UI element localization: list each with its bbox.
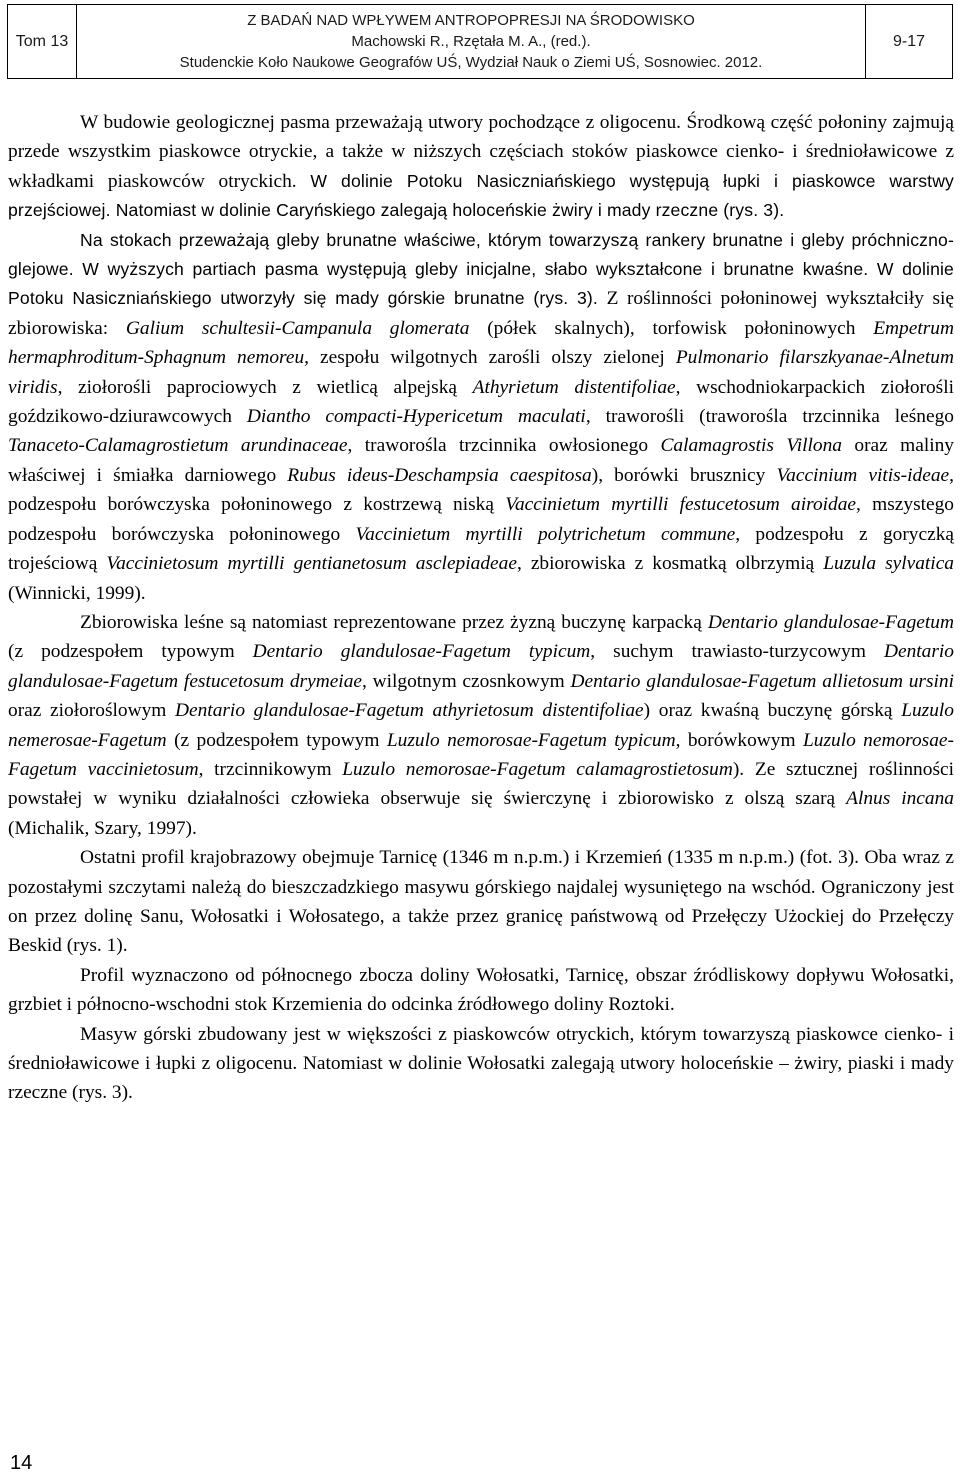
species-name: Tanaceto-Calamagrostietum arundinaceae	[8, 435, 348, 457]
species-name: Diantho compacti-Hypericetum maculati	[246, 406, 586, 428]
species-name: Empetrum hermaphroditum-Sphagnum nemoreu,	[8, 317, 954, 369]
text-run: Z roślinności połoninowej wykształciły się zbiorowiska:	[8, 288, 955, 339]
species-name: Vaccinietum myrtilli polytrichetum commune	[355, 523, 736, 545]
text-run: , traworośli (traworośla trzcinnika leśnego	[585, 406, 954, 428]
text-run: , suchym trawiasto-turzycowym	[590, 641, 884, 663]
text-run: (z podzespołem typowym	[8, 641, 253, 663]
text-run: , traworośla trzcinnika owłosionego	[347, 435, 661, 457]
text-run: Zbiorowiska leśne są natomiast reprezentowane przez żyzną buczynę karpacką	[80, 611, 708, 633]
species-name: Luzulo nemorosae-Fagetum vaccinietosum	[8, 729, 954, 780]
series-title: Z BADAŃ NAD WPŁYWEM ANTROPOPRESJI NA ŚRODOWISKO	[247, 12, 695, 29]
species-name: Luzula sylvatica	[823, 553, 955, 575]
publisher: Studenckie Koło Naukowe Geografów UŚ, Wydział Nauk o Ziemi UŚ, Sosnowiec. 2012.	[179, 54, 763, 71]
species-name: Vaccinietosum myrtilli gentianetosum asclepiadeae	[106, 553, 517, 575]
text-run: W dolinie Potoku Nasiczniańskiego występują łupki i piaskowce warstwy przejściowej. Natomiast w dolinie Caryńskiego zalegają holoceńskie żwiry i mady rzeczne (rys. 3).	[8, 170, 955, 221]
text-run: oraz maliny właściwej i śmiałka darniowego	[8, 435, 955, 486]
text-run: , podzespołu borówczyska połoninowego z kostrzewą niską	[8, 464, 954, 516]
species-name: Dentario glandulosae-Fagetum festucetosum drymeiae	[8, 641, 954, 692]
species-name: Pulmonario filarszkyanae-Alnetum viridis	[8, 347, 954, 398]
text-run: , wschodniokarpackich ziołorośli goździkowo-dziurawcowych	[8, 376, 954, 428]
species-name: Alnus incana	[846, 788, 954, 810]
text-run: , mszystego podzespołu borówczyska połoninowego	[8, 494, 954, 545]
species-name: Dentario glandulosae-Fagetum allietosum ursini	[570, 670, 954, 692]
paragraph-profile-route: Profil wyznaczono od północnego zbocza doliny Wołosatki, Tarnicę, obszar źródliskowy dopływu Wołosatki, grzbiet i północno-wschodni stok Krzemienia do odcinka źródłowego doliny Roztoki.	[8, 964, 954, 1016]
species-name: Luzulo nemorosae-Fagetum typicum	[386, 729, 676, 751]
species-name: Athyrietum distentifoliae	[472, 376, 676, 398]
page-range: 9-17	[866, 5, 953, 79]
species-name: Vaccinietum myrtilli festucetosum airoidae	[505, 494, 857, 516]
species-name: Luzulo nemerosae-Fagetum	[8, 700, 954, 751]
text-run: oraz ziołoroślowym	[8, 700, 175, 722]
page-number: 14	[10, 1452, 33, 1474]
species-name: Dentario glandulosae-Fagetum	[707, 611, 954, 633]
species-name: Calamagrostis Villona	[660, 435, 842, 457]
text-run: ), borówki brusznicy	[591, 464, 777, 486]
paragraph-massif-geology: Masyw górski zbudowany jest w większości z piaskowców otryckich, którym towarzyszą piaskowce cienko- i średnioławicowe i łupki z oligocenu. Natomiast w dolinie Wołosatki zalegają utwory holoceńskie – żwiry, piaski i mady rzeczne (rys. 3).	[8, 1023, 954, 1104]
text-run: , zbiorowiska z kosmatką olbrzymią	[516, 553, 824, 575]
text-run: W budowie geologicznej pasma przeważają utwory pochodzące z oligocenu. Środkową część połoniny zajmują przede wszystkim piaskowce otryckie, a także w niższych częściach stoków piaskowce cienko- i średnioławicowe z wkładkami piaskowców otryckich.	[8, 112, 954, 192]
paragraph-soils-vegetation	[8, 226, 954, 608]
species-name: Rubus ideus-Deschampsia caespitosa	[287, 464, 592, 486]
species-name: Dentario glandulosae-Fagetum athyrietosum distentifoliae	[175, 700, 644, 722]
text-run: ) oraz kwaśną buczynę górską	[643, 700, 902, 722]
text-run: (Winnicki, 1999).	[8, 582, 146, 604]
text-run: (z podzespołem typowym	[166, 729, 387, 751]
article-body	[8, 108, 954, 1108]
text-run: , borówkowym	[675, 729, 803, 751]
text-run: (Michalik, Szary, 1997).	[8, 817, 197, 839]
text-run: , wilgotnym czosnkowym	[362, 670, 571, 692]
text-run: , podzespołu z goryczką trojeściową	[8, 523, 955, 575]
text-run: zespołu wilgotnych zarośli olszy zielonej	[309, 347, 676, 369]
species-name: Galium schultesii-Campanula glomerata	[125, 317, 470, 339]
text-run: (półek skalnych), torfowisk połoninowych	[469, 317, 874, 339]
running-header	[7, 4, 953, 79]
species-name: Luzulo nemorosae-Fagetum calamagrostietosum	[342, 758, 733, 780]
paragraph-profile-tarnica: Ostatni profil krajobrazowy obejmuje Tarnicę (1346 m n.p.m.) i Krzemień (1335 m n.p.m.) (fot. 3). Oba wraz z pozostałymi szczytami należą do bieszczadzkiego masywu górskiego najdalej wysuniętego na wschód. Ograniczony jest on przez dolinę Sanu, Wołosatki i Wołosatego, a także przez granicę państwową od Przełęczy Użockiej do Przełęczy Beskid (rys. 1).	[8, 847, 954, 957]
text-run: , trzcinnikowym	[198, 758, 343, 780]
text-run: ). Ze sztucznej roślinności powstałej w wyniku działalności człowieka obserwuje się świerczynę i zbiorowisko z olszą szarą	[8, 758, 954, 810]
text-run: , ziołorośli paprociowych z wietlicą alpejską	[57, 376, 473, 398]
paragraph-forests	[8, 608, 954, 843]
editors: Machowski R., Rzętała M. A., (red.).	[351, 33, 591, 50]
paragraph-geology	[8, 108, 954, 226]
species-name: Dentario glandulosae-Fagetum typicum	[252, 641, 591, 663]
publication-info	[77, 5, 866, 79]
species-name: Vaccinium vitis-ideae	[776, 464, 950, 486]
volume-label: Tom 13	[8, 5, 77, 79]
text-run: Na stokach przeważają gleby brunatne właściwe, którym towarzyszą rankery brunatne i gleby próchniczno-glejowe. W wyższych partiach pasma występują gleby inicjalne, słabo wykształcone i brunatne kwaśne. W dolinie Potoku Nasiczniańskiego utworzyły się mady górskie brunatne (rys. 3).	[8, 229, 954, 309]
